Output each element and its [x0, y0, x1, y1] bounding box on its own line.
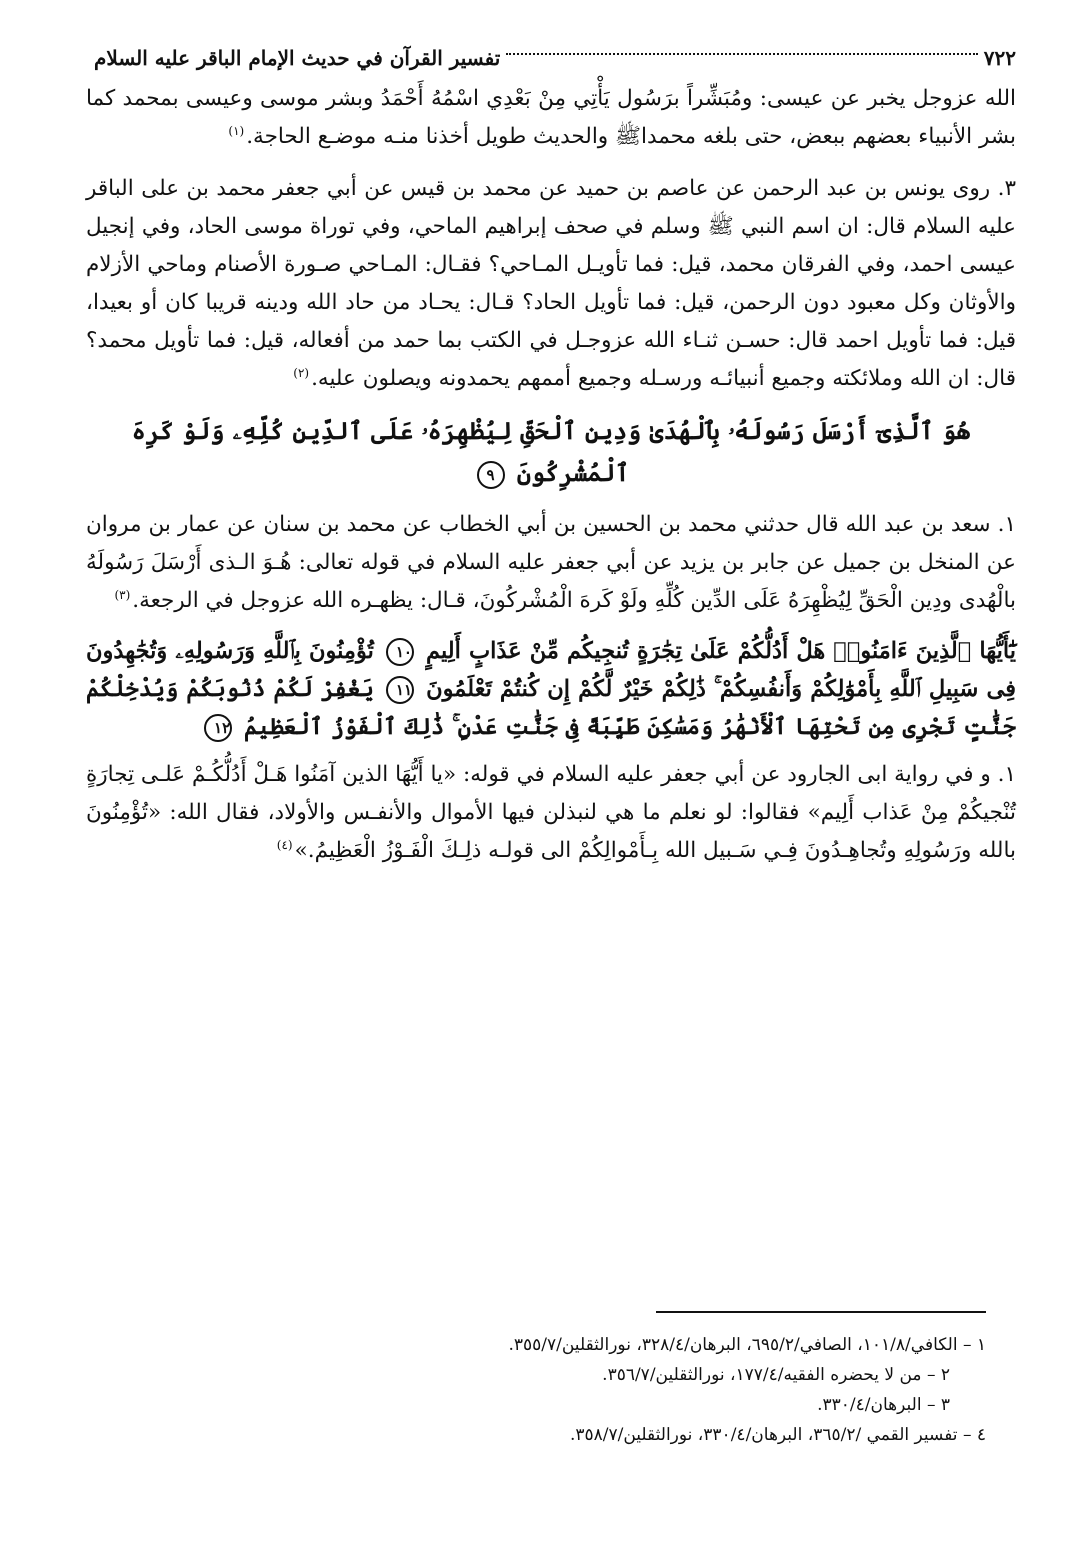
footnote-item: ١ – الكافي/١٠١/٨، الصافي/٦٩٥/٢، البرهان/٣٢٨/٤، نورالثقلين/٣٥٥/٧. — [508, 1335, 986, 1355]
footnote-separator — [656, 1311, 986, 1313]
footnote-item: ٤ – تفسير القمي /٣٦٥/٢، البرهان/٣٣٠/٤، نورالثقلين/٣٥٨/٧. — [569, 1425, 986, 1445]
footnotes — [286, 1330, 986, 1450]
ayah-number-badge: ٩ — [477, 461, 505, 489]
page-body — [86, 36, 1016, 870]
footnote-item: ٢ – من لا يحضره الفقيه/١٧٧/٤، نورالثقلين/٣٥٦/٧. — [602, 1365, 950, 1385]
footnote-marker: (١) — [228, 123, 245, 138]
paragraph-text: الله عزوجل يخبر عن عيسى: ومُبَشِّراً برَسُول يَأْتِي مِنْ بَعْدِي اسْمُهُ أَحْمَدُ وبشر موسى وعيسى بمحمد كما بشر الأنبياء بعضهم ببعض، حتى بلغه محمداﷺ والحديث طويل أخذنا منـه موضـع الحاجة. — [86, 86, 1016, 149]
paragraph-hadith-3 — [86, 170, 1016, 398]
quran-verses-10-12 — [86, 632, 1016, 746]
paragraph-hadith-jarud — [86, 756, 1016, 870]
ayah-number-badge: ١٠ — [386, 638, 414, 666]
verse-text: تُؤْمِنُونَ بِٱللَّهِ وَرَسُولِهِۦ وَتُجَٰهِدُونَ فِى سَبِيلِ ٱللَّهِ بِأَمْوَٰلِكُمْ وَأَنفُسِكُمْ ۚ ذَٰلِكُمْ خَيْرٌ لَّكُمْ إِن كُنتُمْ تَعْلَمُونَ — [86, 638, 1016, 702]
ayah-number-badge: ١١ — [386, 676, 414, 704]
footnote-marker: (٤) — [276, 837, 293, 852]
paragraph-text: ١. سعد بن عبد الله قال حدثني محمد بن الحسين بن أبي الخطاب عن محمد بن سنان عن عمار بن مروان عن المنخل بن جميل عن جابر بن يزيد عن أبي جعفر عليه السلام في قوله تعالى: هُـوَ الـذى أَرْسَلَ رَسُولَهُ بالْهُدى ودِين الْحَقِّ لِيُظْهِرَهُ عَلَى الدِّين كُلِّهِ ولَوْ كَرهَ الْمُشْركُونَ، قـال: يظهـره الله عزوجل في الرجعة. — [86, 512, 1016, 613]
footnote-marker: (٢) — [293, 365, 310, 380]
quran-verse-9 — [86, 410, 1016, 494]
ayah-number-badge: ١٢ — [204, 714, 232, 742]
verse-text: يَٰٓأَيُّهَا ٱلَّذِينَ ءَامَنُوا۟ هَلْ أَدُلُّكُمْ عَلَىٰ تِجَٰرَةٍ تُنجِيكُم مِّنْ عَذَابٍ أَلِيمٍ — [426, 638, 1016, 664]
header-dot-leader — [506, 53, 977, 55]
paragraph-text: ١. و في رواية ابى الجارود عن أبي جعفر عليه السلام في قوله: «يا أَيُّهَا الذين آمَنُوا هَـلْ أَدُلُّكُـمْ عَلـى تِجارَةٍ تُنْجيكُمْ مِنْ عَذاب أَلِيم» فقالوا: لو نعلم ما هي لنبذلن فيها الأموال والأنفـس والأولاد، فقال الله: «تُؤْمِنُونَ بالله ورَسُولِهِ وتُجاهِـدُونَ فِـي سَـبيل الله بِـأَمْوالِكُمْ الى قولـه ذلِـكَ الْفَـوْزُ الْعَظِيمُ.» — [86, 762, 1016, 863]
paragraph-text: ٣. روى يونس بن عبد الرحمن عن عاصم بن حميد عن محمد بن قيس عن أبي جعفر محمد بن على الباقر عليه السلام قال: ان اسم النبي ﷺ وسلم في صحف إبراهيم الماحي، وفي توراة موسى الحاد، وفي إنجيل عيسى احمد، وفي الفرقان محمد، قيل: فما تأويـل المـاحي؟ فقـال: المـاحي صـورة الأصنام وماحي الأزلام والأوثان وكل معبود دون الرحمن، قيل: فما تأويل الحاد؟ قـال: يحـاد من حاد الله ودينه قريبا كان أو بعيدا، قيل: فما تأويل احمد قال: حسـن ثنـاء الله عزوجـل في الكتب بما حمد من أفعاله، قيل: فما تأويل محمد؟ قال: ان الله وملائكته وجميع أنبيائـه ورسـله وجميع أممهم يحمدونه ويصلون عليه. — [86, 176, 1016, 391]
footnote-item: ٣ – البرهان/٣٣٠/٤. — [817, 1395, 950, 1415]
verse-text: يَغْفِرْ لَكُمْ ذُنُوبَكُمْ وَيُدْخِلْكُمْ جَنَّٰتٍ تَجْرِى مِن تَحْتِهَا ٱلْأَنْهَٰرُ وَمَسَٰكِنَ طَيِّبَةً فِى جَنَّٰتِ عَدْنٍ ۚ ذَٰلِكَ ٱلْفَوْزُ ٱلْعَظِيمُ — [86, 676, 1016, 740]
paragraph-continuation — [86, 80, 1016, 156]
paragraph-hadith-saad — [86, 506, 1016, 620]
running-title: تفسير القرآن في حديث الإمام الباقر عليه السلام — [94, 46, 501, 70]
footnote-marker: (٣) — [114, 587, 131, 602]
page-header — [86, 36, 1016, 80]
verse-text: هُوَ ٱلَّذِىٓ أَرْسَلَ رَسُولَهُۥ بِٱلْهُدَىٰ وَدِينِ ٱلْحَقِّ لِيُظْهِرَهُۥ عَلَى ٱلدِّينِ كُلِّهِۦ وَلَوْ كَرِهَ ٱلْمُشْرِكُونَ — [131, 416, 971, 487]
page-number: ٧٢٢ — [983, 46, 1016, 70]
